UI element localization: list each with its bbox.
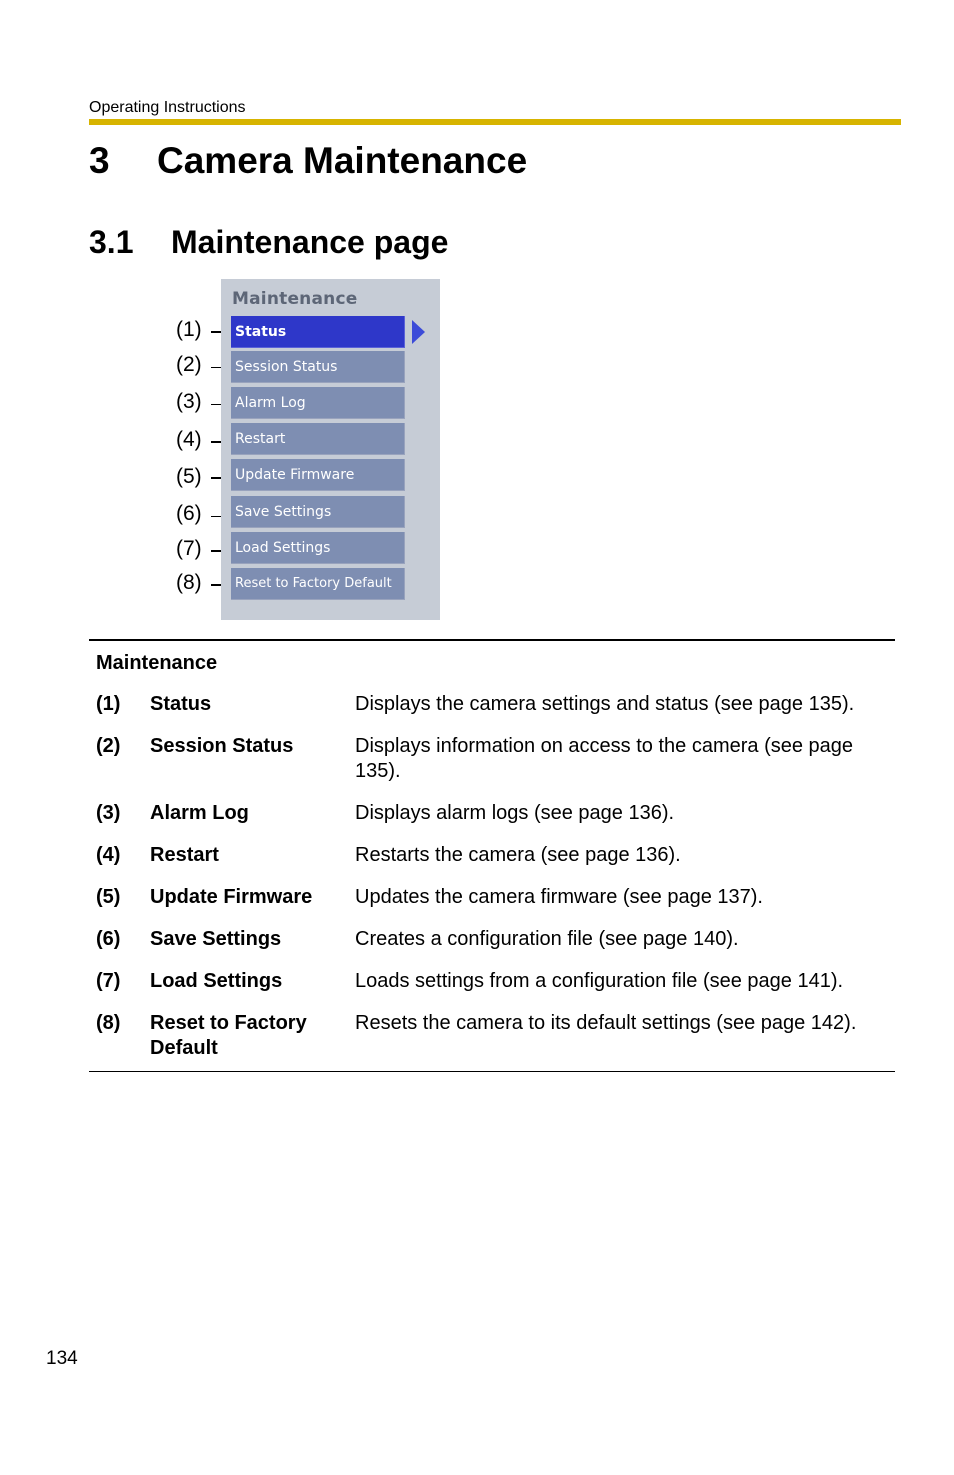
callout-6: (6) [176, 502, 202, 525]
row-number: (1) [96, 693, 121, 715]
menu-button-session-status[interactable]: Session Status [231, 351, 405, 383]
callout-3: (3) [176, 390, 202, 413]
row-description: Displays information on access to the camera (see page 135). [355, 735, 854, 782]
row-description: Displays the camera settings and status (see page 135). [355, 693, 855, 715]
running-header: Operating Instructions [89, 99, 246, 116]
table-heading: Maintenance [96, 652, 218, 674]
row-number: (3) [96, 802, 121, 824]
row-name: Session Status [150, 735, 294, 757]
callout-5: (5) [176, 465, 202, 488]
row-name: Update Firmware [150, 886, 313, 908]
callout-4: (4) [176, 428, 202, 451]
row-description: Updates the camera firmware (see page 137). [355, 886, 763, 908]
row-number: (2) [96, 735, 121, 757]
row-number: (5) [96, 886, 121, 908]
menu-button-update-firmware[interactable]: Update Firmware [231, 459, 405, 491]
callout-8: (8) [176, 571, 202, 594]
row-description: Resets the camera to its default settings (see page 142). [355, 1012, 857, 1034]
callout-1: (1) [176, 318, 202, 341]
row-name: Load Settings [150, 970, 283, 992]
section-title-text: Maintenance page [171, 224, 449, 260]
page-number: 134 [46, 1348, 78, 1369]
row-number: (4) [96, 844, 121, 866]
active-arrow-icon [412, 320, 425, 344]
menu-heading: Maintenance [232, 289, 358, 309]
row-number: (6) [96, 928, 121, 950]
row-description: Displays alarm logs (see page 136). [355, 802, 675, 824]
menu-button-save-settings[interactable]: Save Settings [231, 496, 405, 528]
header-rule [89, 119, 901, 125]
row-number: (8) [96, 1012, 121, 1034]
maintenance-menu-screenshot [221, 279, 440, 620]
row-name: Alarm Log [150, 802, 249, 824]
callout-7: (7) [176, 537, 202, 560]
menu-button-reset-to-factory-default[interactable]: Reset to Factory Default [231, 568, 405, 600]
menu-button-status[interactable]: Status [231, 316, 405, 348]
row-description: Loads settings from a configuration file (see page 141). [355, 970, 844, 992]
row-name: Status [150, 693, 212, 715]
row-name: Restart [150, 844, 219, 866]
menu-button-alarm-log[interactable]: Alarm Log [231, 387, 405, 419]
chapter-number: 3 [89, 140, 110, 181]
chapter-title-text: Camera Maintenance [157, 140, 528, 181]
chapter-title [89, 138, 527, 184]
section-title [89, 221, 448, 263]
menu-button-load-settings[interactable]: Load Settings [231, 532, 405, 564]
row-name: Reset to Factory Default [150, 1012, 307, 1059]
row-description: Creates a configuration file (see page 140). [355, 928, 739, 950]
menu-button-restart[interactable]: Restart [231, 423, 405, 455]
row-number: (7) [96, 970, 121, 992]
callout-2: (2) [176, 353, 202, 376]
section-number: 3.1 [89, 224, 134, 260]
row-name: Save Settings [150, 928, 282, 950]
row-description: Restarts the camera (see page 136). [355, 844, 681, 866]
maintenance-table [89, 639, 895, 1072]
